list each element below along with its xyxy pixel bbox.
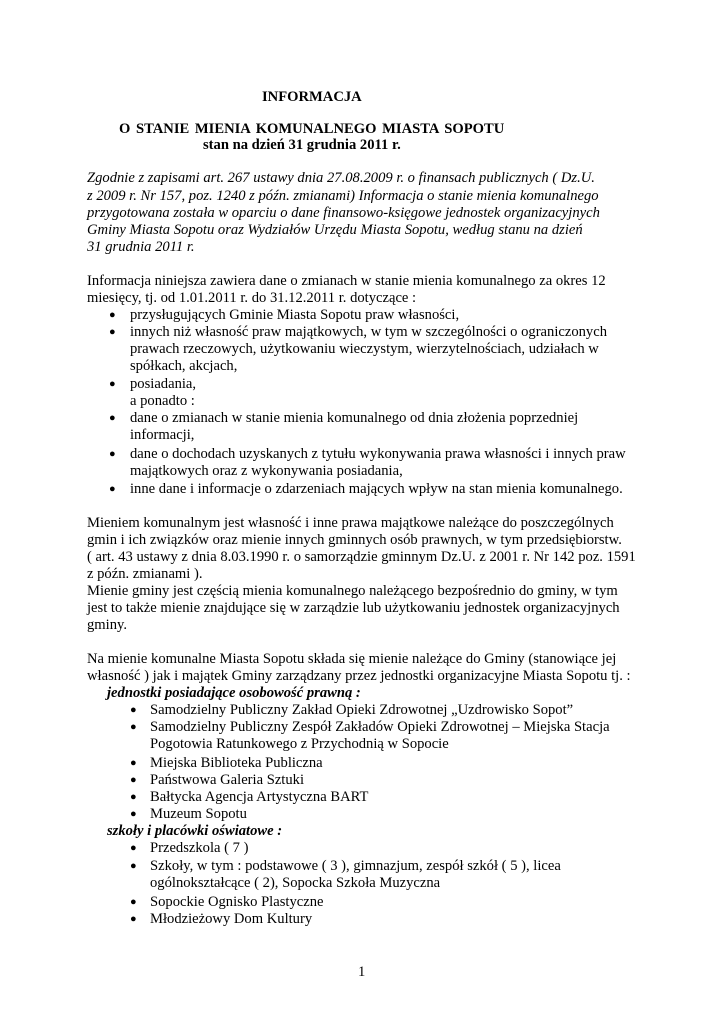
- document-date-line: stan na dzień 31 grudnia 2011 r.: [203, 137, 401, 153]
- bullet-icon: ●: [130, 896, 137, 908]
- paragraph-line: Mieniem komunalnym jest własność i inne prawa majątkowe należące do poszczególnych: [87, 515, 614, 531]
- bullet-icon: ●: [109, 378, 116, 390]
- bullet-icon: ●: [109, 326, 116, 338]
- list-item: Muzeum Sopotu: [150, 806, 247, 822]
- list-item-continuation: majątkowych oraz z wykonywania posiadania,: [130, 463, 403, 479]
- list-item: dane o dochodach uzyskanych z tytułu wykonywania prawa własności i innych praw: [130, 446, 626, 462]
- paragraph-line: miesięcy, tj. od 1.01.2011 r. do 31.12.2011 r. dotyczące :: [87, 290, 417, 306]
- list-item-continuation: ogólnokształcące ( 2), Sopocka Szkoła Muzyczna: [150, 875, 441, 891]
- paragraph-line: jest to także mienie znajdujące się w zarządzie lub użytkowaniu jednostek organizacyjnych: [87, 600, 620, 616]
- bullet-icon: ●: [130, 913, 137, 925]
- page-number: 1: [358, 964, 366, 980]
- paragraph-line: gminy.: [87, 617, 127, 633]
- bullet-icon: ●: [109, 483, 116, 495]
- section-heading: szkoły i placówki oświatowe :: [107, 823, 283, 839]
- bullet-icon: ●: [130, 774, 137, 786]
- list-item-continuation: spółkach, akcjach,: [130, 358, 238, 374]
- bullet-icon: ●: [130, 721, 137, 733]
- list-item: Młodzieżowy Dom Kultury: [150, 911, 313, 927]
- list-item: inne dane i informacje o zdarzeniach mających wpływ na stan mienia komunalnego.: [130, 481, 623, 497]
- list-item: przysługujących Gminie Miasta Sopotu praw własności,: [130, 307, 460, 323]
- paragraph-line: gmin i ich związków oraz mienie innych gminnych osób prawnych, w tym przedsiębiorstw.: [87, 532, 622, 548]
- intro-line: Gminy Miasta Sopotu oraz Wydziałów Urzędu Miasta Sopotu, według stanu na dzień: [87, 222, 583, 238]
- list-item: innych niż własność praw majątkowych, w tym w szczególności o ograniczonych: [130, 324, 607, 340]
- list-item: Przedszkola ( 7 ): [150, 840, 249, 856]
- intro-line: 31 grudnia 2011 r.: [87, 239, 195, 255]
- bullet-icon: ●: [130, 860, 137, 872]
- list-item-continuation: informacji,: [130, 427, 195, 443]
- paragraph-line: Na mienie komunalne Miasta Sopotu składa się mienie należące do Gminy (stanowiące jej: [87, 651, 617, 667]
- bullet-icon: ●: [130, 704, 137, 716]
- intro-line: z 2009 r. Nr 157, poz. 1240 z późn. zmianami) Informacja o stanie mienia komunalnego: [87, 188, 599, 204]
- intro-line: przygotowana została w oparciu o dane finansowo-księgowe jednostek organizacyjnych: [87, 205, 600, 221]
- list-item: posiadania,: [130, 376, 197, 392]
- bullet-icon: ●: [130, 808, 137, 820]
- paragraph-line: z późn. zmianami ).: [87, 566, 203, 582]
- paragraph-line: ( art. 43 ustawy z dnia 8.03.1990 r. o samorządzie gminnym Dz.U. z 2001 r. Nr 142 poz. 1591: [87, 549, 636, 565]
- bullet-icon: ●: [130, 791, 137, 803]
- intro-line: Zgodnie z zapisami art. 267 ustawy dnia 27.08.2009 r. o finansach publicznych ( Dz.U.: [87, 170, 595, 186]
- document-subtitle: O STANIE MIENIA KOMUNALNEGO MIASTA SOPOTU: [119, 121, 505, 137]
- document-title: INFORMACJA: [262, 89, 362, 105]
- list-item: Bałtycka Agencja Artystyczna BART: [150, 789, 369, 805]
- bullet-icon: ●: [130, 842, 137, 854]
- bullet-icon: ●: [109, 448, 116, 460]
- paragraph-line: Mienie gminy jest częścią mienia komunalnego należącego bezpośrednio do gminy, w tym: [87, 583, 618, 599]
- section-heading: jednostki posiadające osobowość prawną :: [107, 685, 361, 701]
- paragraph-line: własność ) jak i majątek Gminy zarządzany przez jednostki organizacyjne Miasta Sopotu tj. :: [87, 668, 631, 684]
- list-item: Samodzielny Publiczny Zespół Zakładów Opieki Zdrowotnej – Miejska Stacja: [150, 719, 610, 735]
- list-item: dane o zmianach w stanie mienia komunalnego od dnia złożenia poprzedniej: [130, 410, 579, 426]
- bullet-icon: ●: [109, 412, 116, 424]
- paragraph-line: Informacja niniejsza zawiera dane o zmianach w stanie mienia komunalnego za okres 12: [87, 273, 606, 289]
- list-item: Sopockie Ognisko Plastyczne: [150, 894, 324, 910]
- list-item: Państwowa Galeria Sztuki: [150, 772, 305, 788]
- list-item: Szkoły, w tym : podstawowe ( 3 ), gimnazjum, zespół szkół ( 5 ), licea: [150, 858, 561, 874]
- bullet-icon: ●: [109, 309, 116, 321]
- list-item-continuation: Pogotowia Ratunkowego z Przychodnią w Sopocie: [150, 736, 449, 752]
- list-item-continuation: prawach rzeczowych, użytkowaniu wieczystym, wierzytelnościach, udziałach w: [130, 341, 599, 357]
- list-item-continuation: a ponadto :: [130, 393, 195, 409]
- bullet-icon: ●: [130, 757, 137, 769]
- list-item: Samodzielny Publiczny Zakład Opieki Zdrowotnej „Uzdrowisko Sopot”: [150, 702, 574, 718]
- list-item: Miejska Biblioteka Publiczna: [150, 755, 323, 771]
